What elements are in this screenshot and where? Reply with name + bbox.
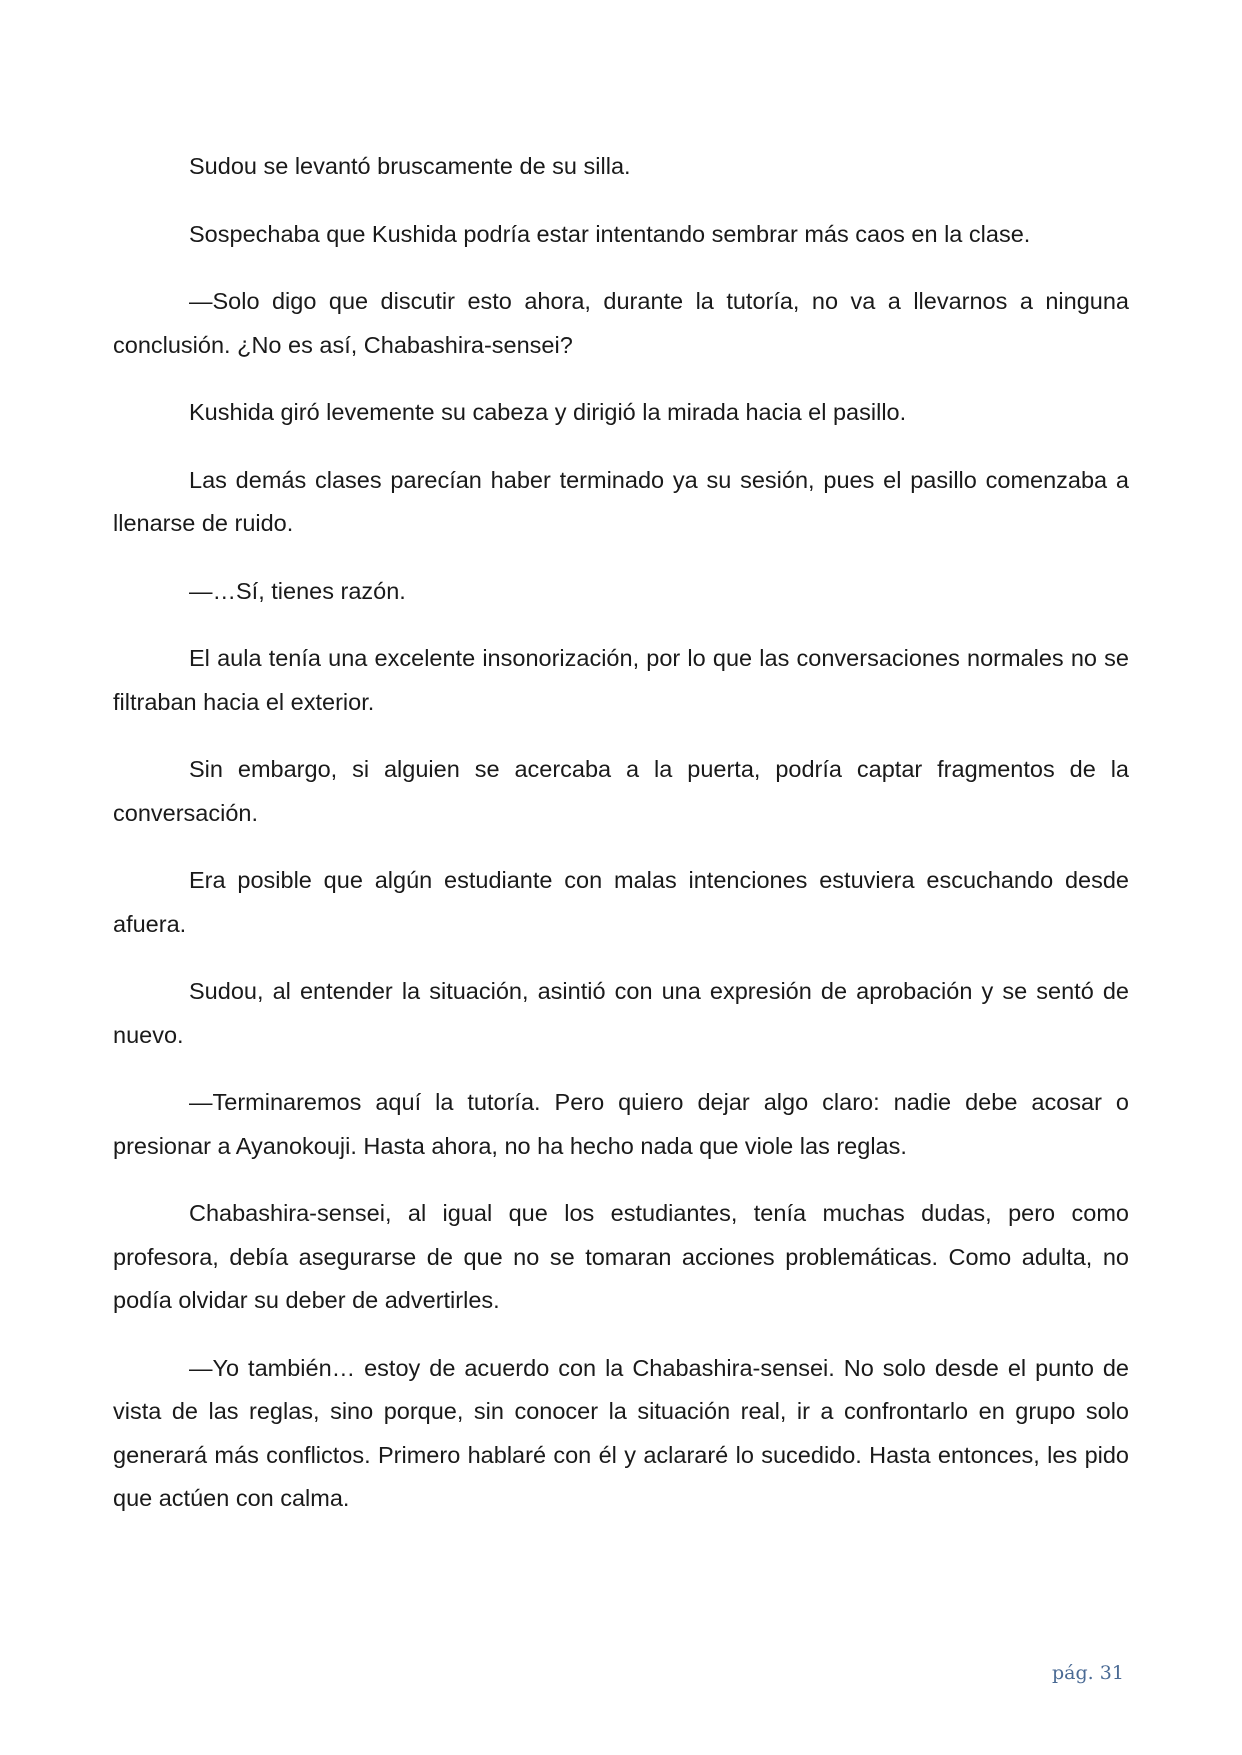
page-number: pág. 31 xyxy=(1052,1662,1124,1684)
paragraph: Sudou se levantó bruscamente de su silla. xyxy=(189,153,631,179)
document-body xyxy=(113,145,1129,1545)
paragraph: —Solo digo que discutir esto ahora, durante la tutoría, no va a llevarnos a ninguna conclusión. ¿No es así, Chabashira-sensei? xyxy=(113,288,1129,358)
paragraph: Era posible que algún estudiante con malas intenciones estuviera escuchando desde afuera. xyxy=(113,867,1129,937)
paragraph: —Yo también… estoy de acuerdo con la Chabashira-sensei. No solo desde el punto de vista de las reglas, sino porque, sin conocer la situación real, ir a confrontarlo en grupo solo generará más conflictos. Primero hablaré con él y aclararé lo sucedido. Hasta entonces, les pido que actúen con calma. xyxy=(113,1354,1129,1511)
paragraph: —…Sí, tienes razón. xyxy=(189,577,406,604)
paragraph: El aula tenía una excelente insonorización, por lo que las conversaciones normales no se filtraban hacia el exterior. xyxy=(113,645,1129,715)
paragraph: Las demás clases parecían haber terminado ya su sesión, pues el pasillo comenzaba a llenarse de ruido. xyxy=(113,466,1129,536)
paragraph: Sin embargo, si alguien se acercaba a la puerta, podría captar fragmentos de la conversación. xyxy=(113,756,1129,826)
paragraph: Chabashira-sensei, al igual que los estudiantes, tenía muchas dudas, pero como profesora, debía asegurarse de que no se tomaran acciones problemáticas. Como adulta, no podía olvidar su deber de advertirles. xyxy=(113,1200,1129,1313)
paragraph: Sospechaba que Kushida podría estar intentando sembrar más caos en la clase. xyxy=(189,220,1031,247)
paragraph: Kushida giró levemente su cabeza y dirigió la mirada hacia el pasillo. xyxy=(189,399,907,425)
paragraph: Sudou, al entender la situación, asintió con una expresión de aprobación y se sentó de nuevo. xyxy=(113,978,1129,1048)
paragraph: —Terminaremos aquí la tutoría. Pero quiero dejar algo claro: nadie debe acosar o presionar a Ayanokouji. Hasta ahora, no ha hecho nada que viole las reglas. xyxy=(113,1089,1129,1159)
